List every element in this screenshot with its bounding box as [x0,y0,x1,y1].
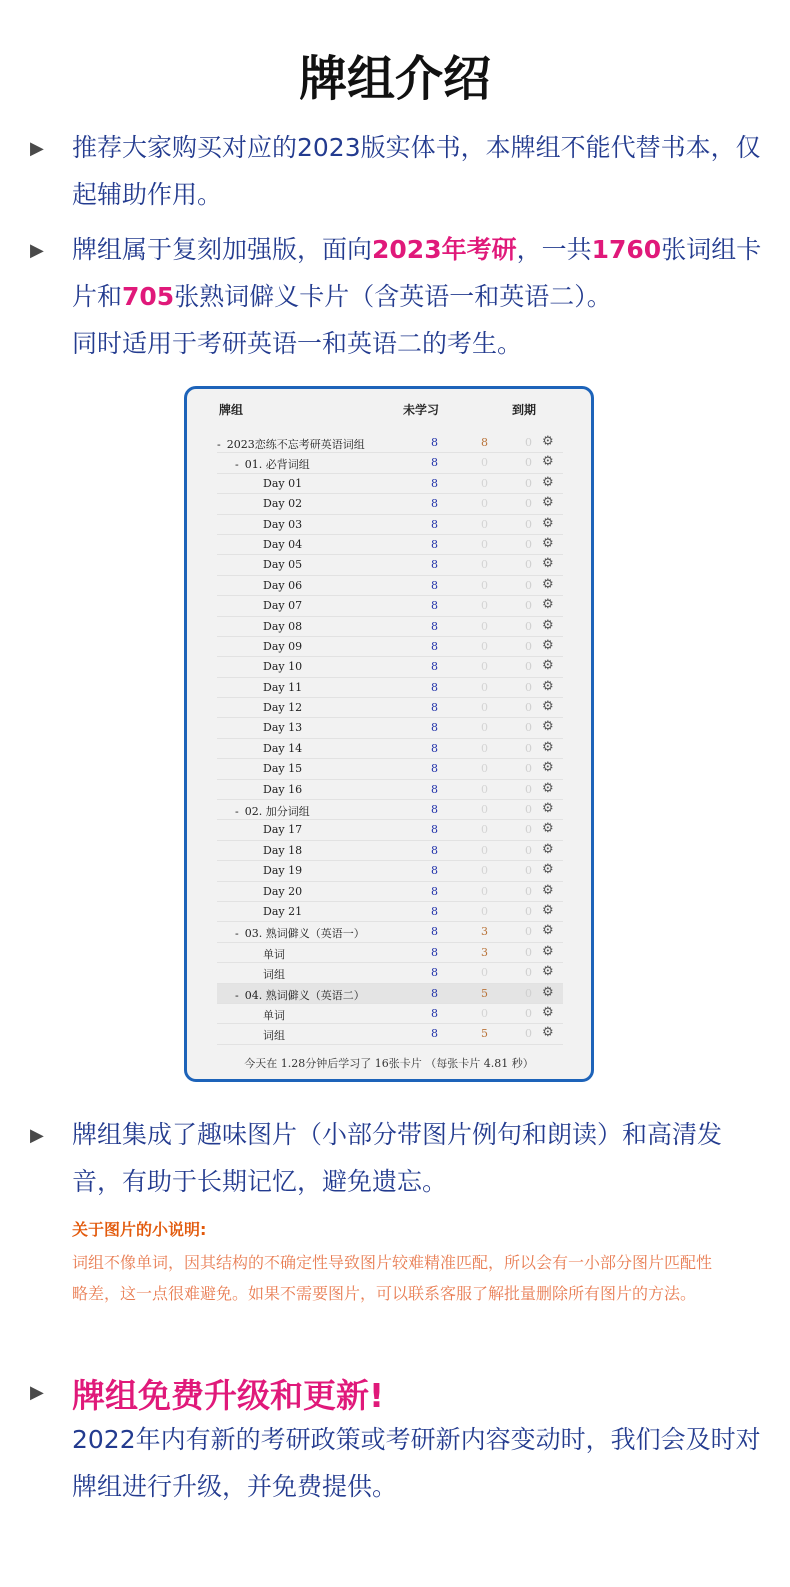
due-count: 0 [525,762,532,776]
learn-count: 3 [481,925,488,939]
due-count: 0 [525,456,532,470]
due-count: 0 [525,741,532,755]
due-count: 0 [525,782,532,796]
new-count: 8 [431,578,438,592]
deck-row[interactable] [217,453,563,473]
new-count: 8 [431,864,438,878]
deck-name[interactable] [263,885,302,898]
deck-row[interactable] [217,657,563,677]
deck-label: Day 06 [263,578,303,592]
deck-label: Day 08 [263,619,303,633]
deck-label: Day 10 [263,660,303,674]
deck-row[interactable] [217,984,563,1004]
new-count: 8 [431,986,438,1000]
deck-label: Day 11 [263,680,303,694]
gear-icon[interactable]: ⚙ [542,678,554,694]
deck-label: Day 21 [263,904,303,918]
deck-name[interactable] [263,783,302,796]
learn-count: 0 [481,762,488,776]
deck-row[interactable] [217,515,563,535]
deck-name[interactable] [235,456,310,472]
new-count: 8 [431,639,438,653]
gear-icon[interactable]: ⚙ [542,454,554,470]
deck-row[interactable] [217,433,563,453]
learn-count: 5 [481,986,488,1000]
deck-list [217,433,563,1045]
deck-row[interactable] [217,678,563,698]
new-count: 8 [431,966,438,980]
new-count: 8 [431,945,438,959]
new-count: 8 [431,599,438,613]
deck-label: Day 07 [263,599,303,613]
text-segment: 张词组卡片和 [72,235,762,311]
learn-count: 8 [481,436,488,449]
deck-row[interactable] [217,474,563,494]
learn-count: 0 [481,966,488,980]
deck-name[interactable] [263,721,302,734]
collapse-toggle[interactable]: - [235,927,239,941]
deck-row[interactable] [217,882,563,902]
deck-row[interactable] [217,963,563,983]
new-count: 8 [431,537,438,551]
learn-count: 0 [481,701,488,715]
due-count: 0 [525,986,532,1000]
new-count: 8 [431,558,438,572]
deck-label: 01. 必背词组 [244,458,310,472]
due-count: 0 [525,476,532,490]
due-count: 0 [525,843,532,857]
deck-name[interactable] [263,701,302,714]
gear-icon[interactable]: ⚙ [542,576,554,592]
new-count: 8 [431,476,438,490]
deck-name[interactable] [263,660,302,673]
deck-name[interactable] [217,436,365,452]
gear-icon[interactable]: ⚙ [542,474,554,490]
deck-label: Day 13 [263,721,303,735]
deck-name[interactable] [263,477,302,490]
gear-icon[interactable]: ⚙ [542,1025,554,1041]
deck-label: Day 17 [263,823,303,837]
gear-icon[interactable]: ⚙ [542,821,554,837]
deck-name[interactable] [263,864,302,877]
deck-label: Day 19 [263,864,303,878]
due-count: 0 [525,639,532,653]
due-count: 0 [525,803,532,817]
learn-count: 0 [481,741,488,755]
deck-row[interactable] [217,617,563,637]
gear-icon[interactable]: ⚙ [542,535,554,551]
upgrade-body: 2022年内有新的考研政策或考研新内容变动时，我们会及时对牌组进行升级，并免费提供。 [72,1425,761,1501]
gear-icon[interactable]: ⚙ [542,719,554,735]
gear-icon[interactable]: ⚙ [542,658,554,674]
due-count: 0 [525,823,532,837]
gear-icon[interactable]: ⚙ [542,556,554,572]
deck-label: Day 12 [263,701,303,715]
deck-label: 单词 [263,947,285,961]
deck-label: Day 02 [263,497,303,511]
deck-label: 词组 [263,1029,285,1043]
deck-row[interactable] [217,1024,563,1044]
deck-label: Day 16 [263,782,303,796]
gear-icon[interactable]: ⚙ [542,515,554,531]
deck-label: 03. 熟词僻义（英语一） [244,927,365,941]
deck-label: Day 04 [263,537,303,551]
collapse-toggle[interactable]: - [217,438,221,451]
deck-row[interactable] [217,861,563,881]
header-deck: 牌组 [219,403,244,417]
deck-label: 词组 [263,968,285,982]
learn-count: 0 [481,558,488,572]
text-segment: ，一共 [516,235,592,264]
gear-icon[interactable]: ⚙ [542,780,554,796]
deck-label: Day 09 [263,639,303,653]
deck-name[interactable] [263,599,302,612]
deck-row[interactable] [217,718,563,738]
learn-count: 0 [481,864,488,878]
learn-count: 0 [481,823,488,837]
new-count: 8 [431,741,438,755]
deck-name[interactable] [263,762,302,775]
new-count: 8 [431,497,438,511]
learn-count: 0 [481,1006,488,1020]
new-count: 8 [431,456,438,470]
deck-row[interactable] [217,596,563,616]
learn-count: 0 [481,884,488,898]
intro-paragraph-2 [72,226,762,367]
deck-row[interactable] [217,943,563,963]
new-count: 8 [431,721,438,735]
deck-name[interactable] [263,844,302,857]
new-count: 8 [431,680,438,694]
note-title: 关于图片的小说明: [72,1220,207,1239]
gear-icon[interactable]: ⚙ [542,760,554,776]
due-count: 0 [525,517,532,531]
new-count: 8 [431,904,438,918]
new-count: 8 [431,1027,438,1041]
note-body: 词组不像单词，因其结构的不确定性导致图片较难精准匹配，所以会有一小部分图片匹配性略差，这一点很难避免。如果不需要图片，可以联系客服了解批量删除所有图片的方法。 [72,1253,713,1303]
gear-icon[interactable]: ⚙ [542,841,554,857]
due-count: 0 [525,619,532,633]
deck-screenshot-panel [184,386,594,1082]
triangle-right-icon: ▶ [30,138,44,159]
learn-count: 0 [481,578,488,592]
due-count: 0 [525,925,532,939]
deck-label: 02. 加分词组 [244,805,310,819]
new-count: 8 [431,517,438,531]
due-count: 0 [525,537,532,551]
new-count: 8 [431,762,438,776]
gear-icon[interactable]: ⚙ [542,943,554,959]
gear-icon[interactable]: ⚙ [542,882,554,898]
gear-icon[interactable]: ⚙ [542,801,554,817]
learn-count: 0 [481,782,488,796]
deck-name[interactable] [235,925,365,941]
learn-count: 0 [481,680,488,694]
header-due: 到期 [512,403,537,417]
new-count: 8 [431,1006,438,1020]
learn-count: 0 [481,721,488,735]
learn-count: 0 [481,599,488,613]
learn-count: 0 [481,456,488,470]
deck-label: 单词 [263,1008,285,1022]
deck-name[interactable] [263,681,302,694]
gear-icon[interactable]: ⚙ [542,637,554,653]
deck-row[interactable] [217,576,563,596]
deck-row[interactable] [217,494,563,514]
upgrade-heading: 牌组免费升级和更新! [72,1376,385,1415]
deck-row[interactable] [217,922,563,942]
due-count: 0 [525,721,532,735]
learn-count: 0 [481,843,488,857]
learn-count: 0 [481,476,488,490]
deck-row[interactable] [217,820,563,840]
deck-row[interactable] [217,759,563,779]
gear-icon[interactable]: ⚙ [542,597,554,613]
triangle-right-icon: ▶ [30,240,44,261]
new-count: 8 [431,884,438,898]
new-count: 8 [431,701,438,715]
deck-row[interactable] [217,555,563,575]
deck-row[interactable] [217,739,563,759]
due-count: 0 [525,864,532,878]
text-segment: 同时适用于考研英语一和英语二的考生。 [72,329,523,358]
due-count: 0 [525,1006,532,1020]
study-stats: 今天在 1.28分钟后学习了 16张卡片 （每张卡片 4.81 秒） [244,1057,534,1070]
deck-row[interactable] [217,902,563,922]
due-count: 0 [525,558,532,572]
gear-icon[interactable]: ⚙ [542,862,554,878]
highlight-card-count: 1760 [591,235,662,264]
deck-label: Day 20 [263,884,303,898]
intro-paragraph-1: 推荐大家购买对应的2023版实体书，本牌组不能代替书本，仅起辅助作用。 [72,133,761,209]
triangle-right-icon: ▶ [30,1125,44,1146]
learn-count: 0 [481,639,488,653]
deck-name[interactable] [263,905,302,918]
deck-name[interactable] [263,966,285,982]
new-count: 8 [431,782,438,796]
deck-label: Day 18 [263,843,303,857]
deck-table-header [187,401,591,421]
due-count: 0 [525,578,532,592]
deck-label: Day 15 [263,762,303,776]
due-count: 0 [525,945,532,959]
due-count: 0 [525,966,532,980]
deck-name[interactable] [263,558,302,571]
deck-name[interactable] [263,620,302,633]
deck-row[interactable] [217,535,563,555]
deck-name[interactable] [263,742,302,755]
deck-name[interactable] [263,1007,285,1023]
new-count: 8 [431,619,438,633]
deck-row[interactable] [217,637,563,657]
collapse-toggle[interactable]: - [235,458,239,472]
highlight-rare-count: 705 [122,282,175,311]
gear-icon[interactable]: ⚙ [542,495,554,511]
deck-name[interactable] [263,518,302,531]
gear-icon[interactable]: ⚙ [542,902,554,918]
learn-count: 0 [481,537,488,551]
learn-count: 0 [481,619,488,633]
deck-label: Day 05 [263,558,303,572]
gear-icon[interactable]: ⚙ [542,964,554,980]
collapse-toggle[interactable]: - [235,988,239,1002]
deck-label: Day 03 [263,517,303,531]
page-title: 牌组介绍 [298,51,491,107]
gear-icon[interactable]: ⚙ [542,739,554,755]
due-count: 0 [525,660,532,674]
deck-row[interactable] [217,841,563,861]
learn-count: 0 [481,660,488,674]
deck-name[interactable] [263,1027,285,1043]
intro-paragraph-3: 牌组集成了趣味图片（小部分带图片例句和朗读）和高清发音，有助于长期记忆，避免遗忘。 [72,1120,723,1196]
learn-count: 0 [481,904,488,918]
learn-count: 0 [481,497,488,511]
gear-icon[interactable]: ⚙ [542,699,554,715]
gear-icon[interactable]: ⚙ [542,1004,554,1020]
due-count: 0 [525,599,532,613]
header-new: 未学习 [403,403,440,417]
due-count: 0 [525,1027,532,1041]
due-count: 0 [525,701,532,715]
deck-name[interactable] [263,823,302,836]
gear-icon[interactable]: ⚙ [542,434,554,449]
deck-row[interactable] [217,780,563,800]
gear-icon[interactable]: ⚙ [542,923,554,939]
deck-name[interactable] [235,987,365,1003]
deck-label: Day 01 [263,476,303,490]
learn-count: 0 [481,803,488,817]
due-count: 0 [525,680,532,694]
deck-label: 04. 熟词僻义（英语二） [244,988,365,1002]
learn-count: 5 [481,1027,488,1041]
due-count: 0 [525,884,532,898]
deck-name[interactable] [263,579,302,592]
new-count: 8 [431,803,438,817]
deck-row[interactable] [217,698,563,718]
deck-row[interactable] [217,800,563,820]
new-count: 8 [431,823,438,837]
highlight-exam-year: 2023年考研 [372,235,517,264]
deck-name[interactable] [263,497,302,510]
new-count: 8 [431,925,438,939]
new-count: 8 [431,843,438,857]
deck-name[interactable] [263,640,302,653]
deck-label: Day 14 [263,741,303,755]
new-count: 8 [431,436,438,449]
deck-label: 2023恋练不忘考研英语词组 [226,438,365,451]
deck-name[interactable] [235,803,310,819]
due-count: 0 [525,497,532,511]
deck-row[interactable] [217,1004,563,1024]
text-segment: 牌组属于复刻加强版，面向 [72,235,373,264]
deck-name[interactable] [263,538,302,551]
due-count: 0 [525,436,532,449]
collapse-toggle[interactable]: - [235,805,239,819]
triangle-right-icon: ▶ [30,1382,44,1403]
deck-name[interactable] [263,946,285,962]
new-count: 8 [431,660,438,674]
learn-count: 3 [481,945,488,959]
text-segment: 张熟词僻义卡片（含英语一和英语二）。 [174,282,612,311]
due-count: 0 [525,904,532,918]
gear-icon[interactable]: ⚙ [542,617,554,633]
learn-count: 0 [481,517,488,531]
gear-icon[interactable]: ⚙ [542,984,554,1000]
